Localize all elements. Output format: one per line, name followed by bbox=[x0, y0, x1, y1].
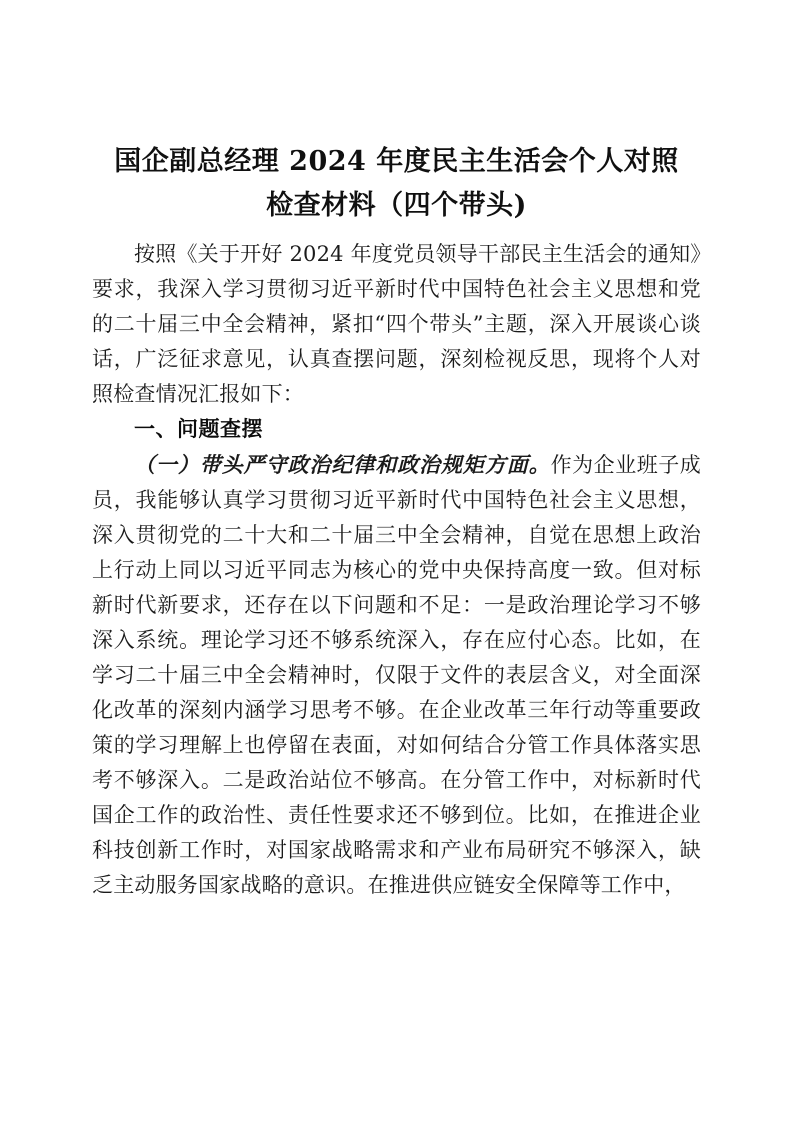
page-title bbox=[92, 140, 701, 228]
subsection-paragraph-political-discipline bbox=[92, 447, 701, 903]
title-line-1: 国企副总经理 2024 年度民主生活会个人对照 bbox=[114, 146, 679, 177]
subsection-body-political-discipline: 作为企业班子成员，我能够认真学习贯彻习近平新时代中国特色社会主义思想，深入贯彻党的二十大和二十届三中全会精神，自觉在思想上政治上行动上同以习近平同志为核心的党中央保持高度一致。但对标新时代新要求，还存在以下问题和不足：一是政治理论学习不够深入系统。理论学习还不够系统深入，存在应付心态。比如，在学习二十届三中全会精神时，仅限于文件的表层含义，对全面深化改革的深刻内涵学习思考不够。在企业改革三年行动等重要政策的学习理解上也停留在表面，对如何结合分管工作具体落实思考不够深入。二是政治站位不够高。在分管工作中，对标新时代国企工作的政治性、责任性要求还不够到位。比如，在推进企业科技创新工作时，对国家战略需求和产业布局研究不够深入，缺乏主动服务国家战略的意识。在推进供应链安全保障等工作中， bbox=[92, 453, 701, 897]
document-body bbox=[92, 237, 701, 903]
subsection-lead-political-discipline: （一）带头严守政治纪律和政治规矩方面。 bbox=[134, 452, 551, 477]
section-heading-problem-review: 一、问题查摆 bbox=[134, 417, 263, 441]
document-title-block bbox=[92, 140, 701, 228]
title-line-2: 检查材料（四个带头) bbox=[266, 190, 527, 221]
intro-paragraph: 按照《关于开好 2024 年度党员领导干部民主生活会的通知》要求，我深入学习贯彻习近平新时代中国特色社会主义思想和党的二十届三中全会精神，紧扣“四个带头”主题，深入开展谈心谈话，广泛征求意见，认真查摆问题，深刻检视反思，现将个人对照检查情况汇报如下： bbox=[92, 242, 701, 406]
